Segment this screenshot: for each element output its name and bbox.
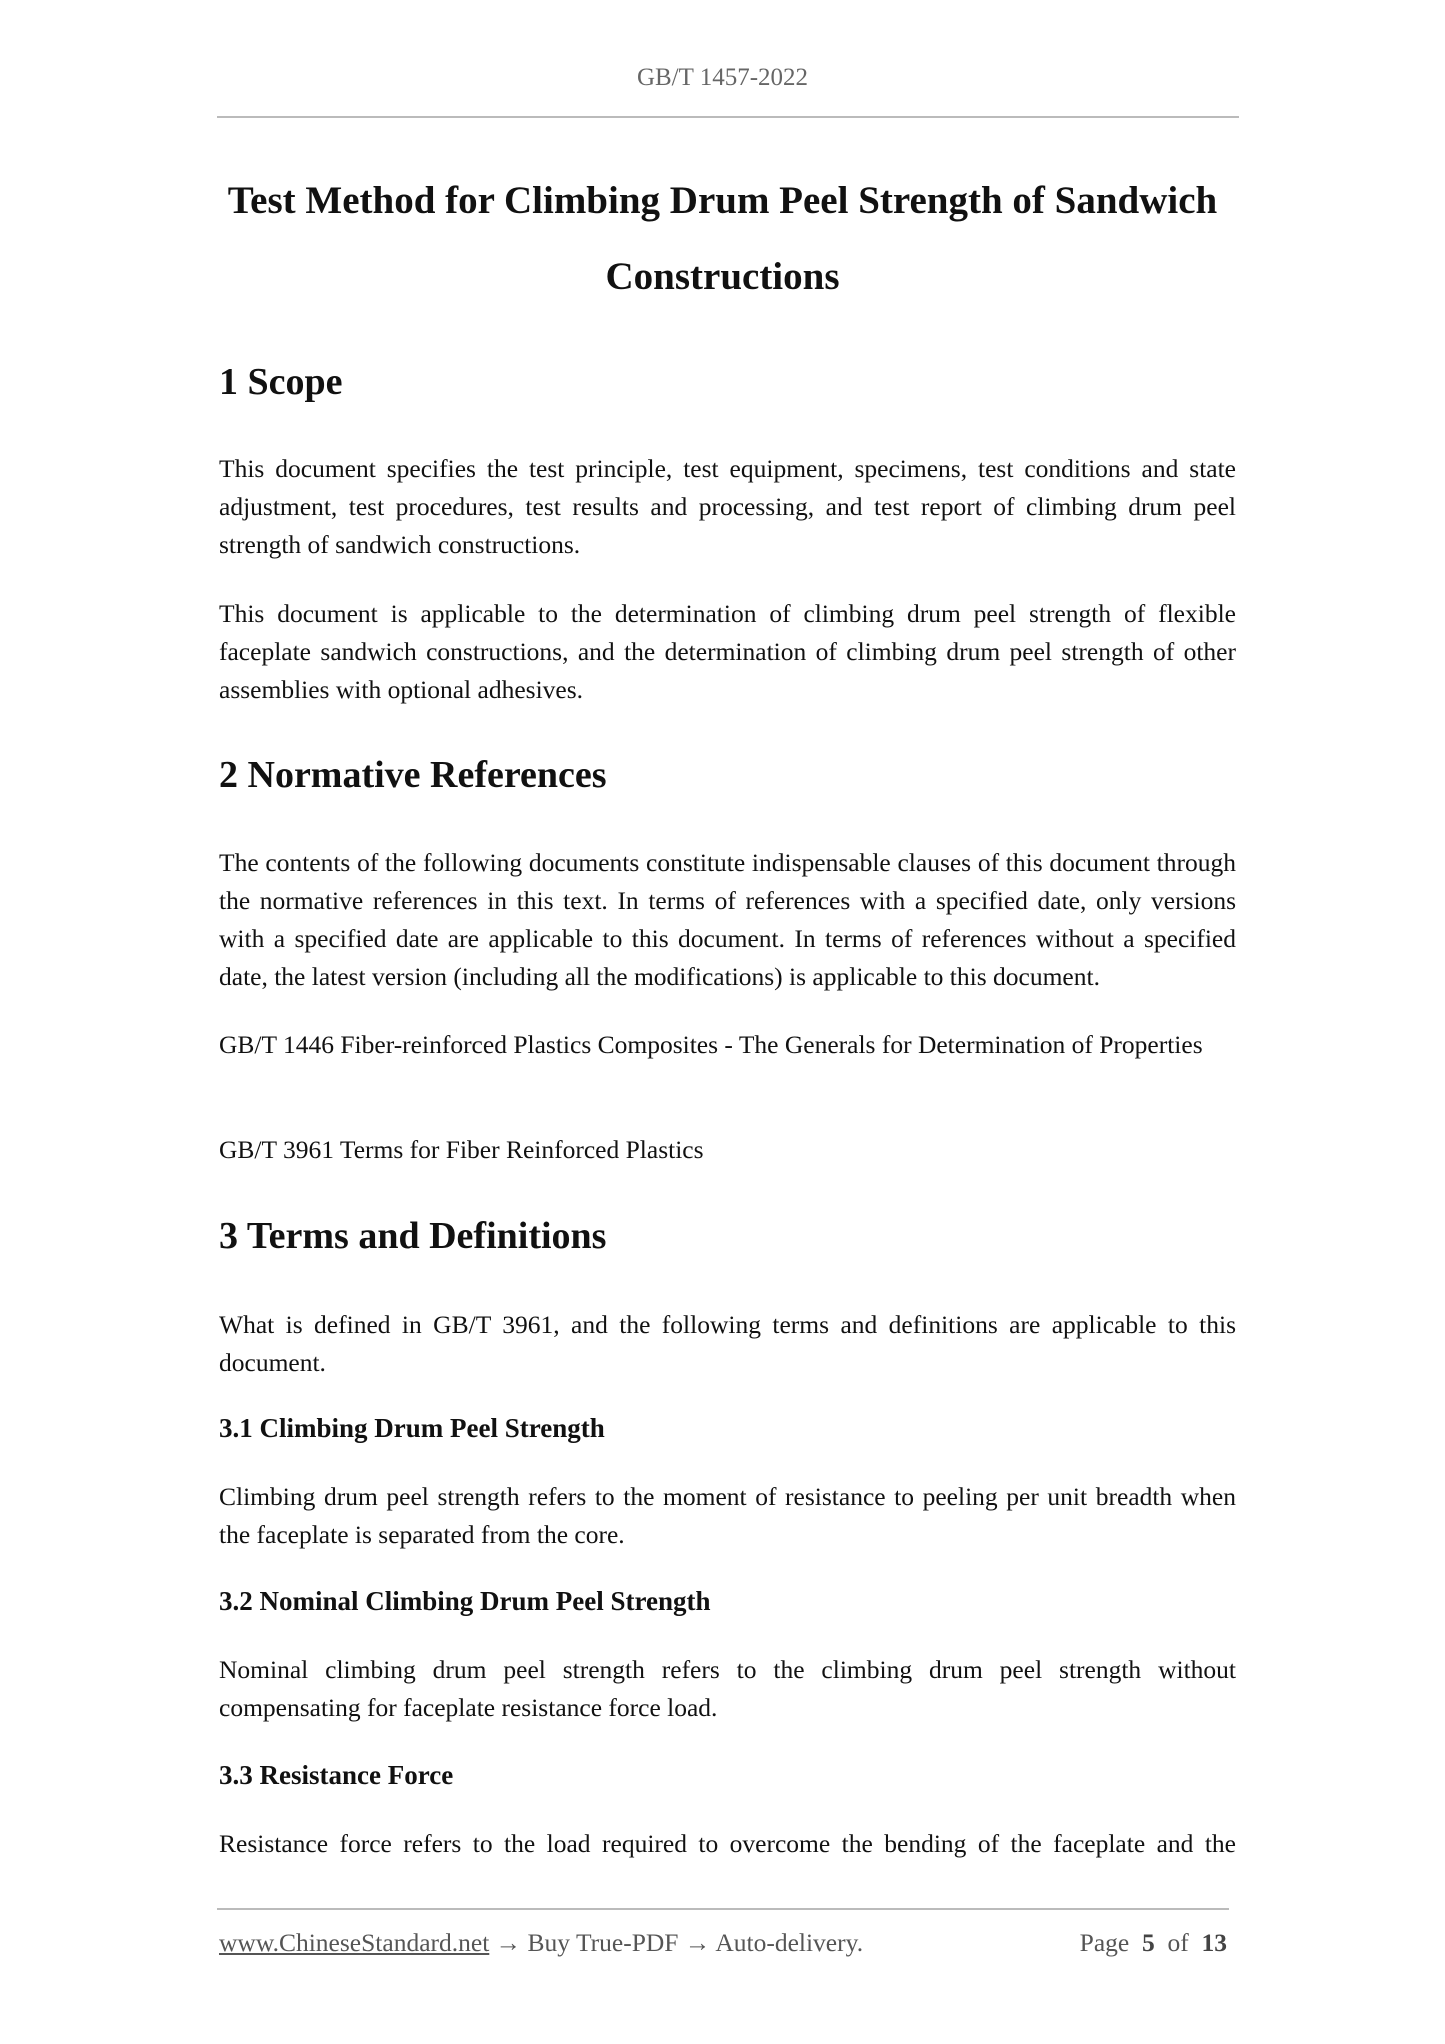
scope-paragraph-1: This document specifies the test principle, test equipment, specimens, test conditions and state adjustment, test procedures, test results and processing, and test report of climbing drum peel strength of sandwich constructions. xyxy=(219,454,1236,559)
total-pages: 13 xyxy=(1201,1928,1227,1957)
term-text-3-3: Resistance force refers to the load required to overcome the bending of the faceplate and the xyxy=(219,1829,1236,1858)
term-heading-3-1: 3.1 Climbing Drum Peel Strength xyxy=(219,1413,605,1443)
term-text-3-2: Nominal climbing drum peel strength refers to the climbing drum peel strength without compensating for faceplate resistance force load. xyxy=(219,1655,1236,1722)
buy-true-pdf-text: Buy True-PDF xyxy=(527,1928,679,1957)
document-id-header: GB/T 1457-2022 xyxy=(636,64,809,91)
footer-divider xyxy=(217,1908,1229,1910)
header-divider xyxy=(217,116,1239,118)
reference-gbt-1446: GB/T 1446 Fiber-reinforced Plastics Composites - The Generals for Determination of Properties xyxy=(219,1030,1203,1059)
footer-promo xyxy=(219,1928,863,1958)
current-page: 5 xyxy=(1142,1928,1155,1957)
auto-delivery-text: Auto-delivery. xyxy=(715,1928,864,1957)
section-heading-scope: 1 Scope xyxy=(219,361,343,403)
page-title: Test Method for Climbing Drum Peel Strength of Sandwich Constructions xyxy=(227,179,1218,298)
reference-gbt-3961: GB/T 3961 Terms for Fiber Reinforced Plastics xyxy=(219,1135,704,1164)
page-label: Page xyxy=(1079,1928,1130,1957)
arrow-right-icon: → xyxy=(684,1928,711,1957)
term-text-3-1: Climbing drum peel strength refers to the moment of resistance to peeling per unit breadth when the faceplate is separated from the core. xyxy=(219,1482,1236,1549)
of-label: of xyxy=(1167,1928,1189,1957)
section-heading-terms: 3 Terms and Definitions xyxy=(219,1215,607,1257)
arrow-right-icon: → xyxy=(495,1928,522,1957)
chinesestandard-link[interactable]: www.ChineseStandard.net xyxy=(219,1928,490,1957)
scope-paragraph-2: This document is applicable to the determination of climbing drum peel strength of flexible faceplate sandwich constructions, and the determination of climbing drum peel strength of other assemblies with optional adhesives. xyxy=(219,599,1236,704)
page-indicator xyxy=(1080,1928,1227,1958)
normative-references-paragraph: The contents of the following documents constitute indispensable clauses of this document through the normative references in this text. In terms of references with a specified date, only versions with a specified date are applicable to this document. In terms of references without a specified date, the latest version (including all the modifications) is applicable to this document. xyxy=(219,848,1236,991)
terms-paragraph: What is defined in GB/T 3961, and the following terms and definitions are applicable to this document. xyxy=(219,1310,1236,1377)
term-heading-3-2: 3.2 Nominal Climbing Drum Peel Strength xyxy=(219,1586,711,1616)
term-heading-3-3: 3.3 Resistance Force xyxy=(219,1760,454,1790)
section-heading-normative-references: 2 Normative References xyxy=(219,754,607,796)
